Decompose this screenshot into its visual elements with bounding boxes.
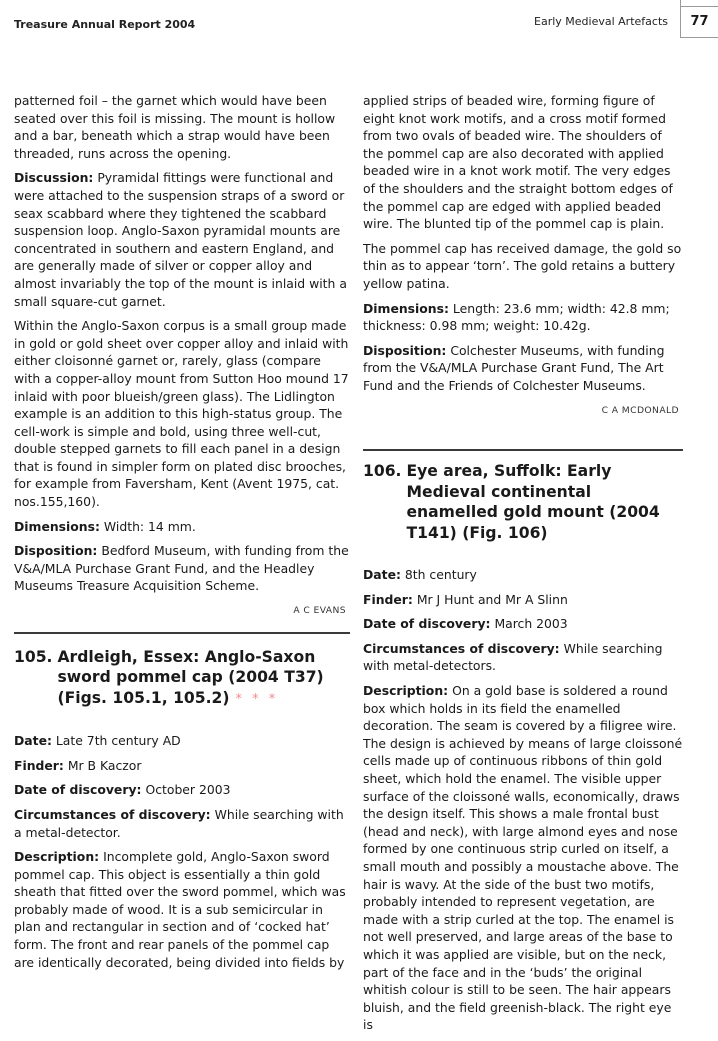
continuation-text: applied strips of beaded wire, forming figure of eight knot work motifs, and a cross motif formed from two ovals of beaded wire. The shoulders of the pommel cap are also decorated with applied beaded wire in a knot work motif. The very edges of the shoulders and the straight bottom edges of the pommel cap are edged with applied beaded wire. The blunted tip of the pommel cap is plain. [363,93,673,232]
star-rating-icon: * * * [235,691,279,707]
description-text: Incomplete gold, Anglo-Saxon sword pommel cap. This object is essentially a thin gold sheath that fitted over the sword pommel, which was probably made of wood. It is a sub semicircular in plan and rectangular in section and of ‘cocked hat’ form. The front and rear panels of the pommel cap are identically decorated, being divided into fields by [14,849,346,970]
disposition-label: Disposition: [14,543,98,559]
entry-title: Eye area, Suffolk: Early Medieval continental enamelled gold mount (2004 T141) (Fig. 106) [406,462,660,542]
right-column [363,92,683,1041]
disposition-label: Disposition: [363,342,447,358]
description-text: On a gold base is soldered a round box which holds in its field the enamelled decoration. The seam is covered by a filigree wire. The design is achieved by means of large cloissoné cells made up of continuous ribbons of thin gold sheet, which hold the enamel. The visible upper surface of the cloissoné walls, economically, draws the design itself. This shows a male frontal bust (head and neck), with large almond eyes and nose formed by one continuous strip curled on itself, a small mouth and possibly a moustache above. The hair is wavy. At the side of the bust two motifs, probably intended to represent vegetation, are made with a strip curled at the top. The enamel is not well preserved, and large areas of the base to which it was applied are visible, but on the neck, part of the face and in the ‘buds’ the original whitish colour is still to be seen. The hair appears bluish, and the field greenish-black. The right eye is [363,683,683,1033]
left-column [14,92,350,978]
continuation-text: patterned foil – the garnet which would have been seated over this foil is missing. The mount is hollow and a bar, beneath which a strap would have been threaded, runs across the opening. [14,93,336,161]
discovery-paragraph [363,615,683,633]
finder-text: Mr B Kaczor [67,757,142,773]
entry-title-wrap [57,647,350,711]
running-header-title: Treasure Annual Report 2004 [14,18,196,31]
damage-paragraph: The pommel cap has received damage, the gold so thin as to appear ‘torn’. The gold retains a buttery yellow patina. [363,240,682,291]
circumstances-text: While searching with metal-detectors. [363,640,663,674]
circumstances-text: While searching with a metal-detector. [14,806,344,840]
disposition-paragraph [363,342,683,395]
date-label: Date: [363,567,401,583]
dimensions-text: Length: 23.6 mm; width: 42.8 mm; thickness: 0.98 mm; weight: 10.42g. [363,300,670,334]
discussion-text: Pyramidal fittings were functional and were attached to the suspension straps of a sword or seax scabbard where they tightened the scabbard suspension loop. Anglo-Saxon pyramidal mounts are concentrated in southern and eastern England, and are generally made of silver or copper alloy and almost invariably the top of the mount is inlaid with a small square-cut garnet. [14,170,347,309]
circumstances-label: Circumstances of discovery: [14,806,211,822]
finder-text: Mr J Hunt and Mr A Slinn [416,591,568,607]
disposition-paragraph [14,542,350,595]
entry-number: 106. [363,462,402,481]
section-rule [363,449,683,451]
disposition-text: Colchester Museums, with funding from the V&A/MLA Purchase Grant Fund, The Art Fund and the Friends of Colchester Museums. [363,342,665,393]
description-paragraph [363,682,683,1034]
dimensions-label: Dimensions: [14,518,100,534]
discovery-text: March 2003 [494,616,568,632]
discussion-paragraph [14,169,350,310]
date-text: 8th century [404,567,477,583]
finder-paragraph [363,591,683,609]
finder-label: Finder: [363,591,413,607]
description-label: Description: [363,683,449,699]
finder-label: Finder: [14,757,64,773]
discussion-paragraph-2: Within the Anglo-Saxon corpus is a small group made in gold or gold sheet over copper alloy and inlaid with either cloisonné garnet or, rarely, glass (compare with a copper-alloy mount from Sutton Hoo mound 17 inlaid with poor blueish/green glass). The Lidlington example is an addition to this high-status group. The cell-work is simple and bold, using three well-cut, double stepped garnets to fill each panel in a design that is found in simpler form on plated disc brooches, for example from Faversham, Kent (Avent 1975, cat. nos.155,160). [14,318,349,510]
dimensions-paragraph [363,300,683,335]
section-rule [14,632,350,634]
discovery-label: Date of discovery: [363,616,491,632]
discovery-text: October 2003 [145,782,231,798]
description-label: Description: [14,849,100,865]
circumstances-label: Circumstances of discovery: [363,640,560,656]
finder-paragraph [14,757,350,775]
date-paragraph [14,732,350,750]
circumstances-paragraph [363,640,683,675]
circumstances-paragraph [14,806,350,841]
date-text: Late 7th century AD [55,733,181,749]
entry-heading-105 [14,647,350,711]
running-header-section: Early Medieval Artefacts [534,15,668,28]
entry-number: 105. [14,647,53,666]
discovery-paragraph [14,781,350,799]
page-number: 77 [680,6,718,38]
author-signature: A C EVANS [293,605,346,617]
dimensions-text: Width: 14 mm. [103,518,196,534]
date-paragraph [363,566,683,584]
entry-heading-106 [363,461,683,543]
disposition-text: Bedford Museum, with funding from the V&A/MLA Purchase Grant Fund, and the Headley Museums Treasure Acquisition Scheme. [14,543,349,594]
dimensions-paragraph [14,518,350,536]
author-signature: C A MCDONALD [601,404,679,416]
dimensions-label: Dimensions: [363,300,449,316]
discussion-label: Discussion: [14,170,94,186]
discovery-label: Date of discovery: [14,782,142,798]
date-label: Date: [14,733,52,749]
description-paragraph [14,848,350,971]
entry-title: Ardleigh, Essex: Anglo-Saxon sword pommel cap (2004 T37) (Figs. 105.1, 105.2) [57,647,324,707]
